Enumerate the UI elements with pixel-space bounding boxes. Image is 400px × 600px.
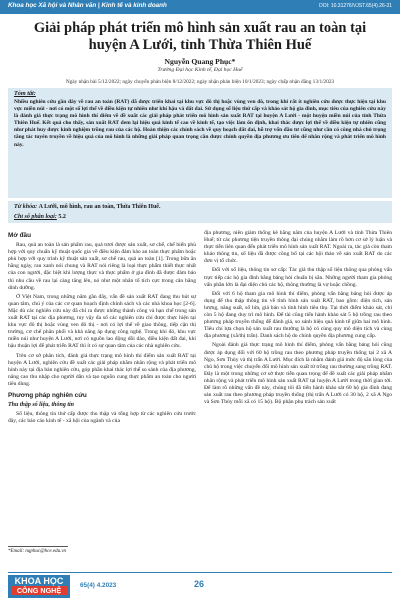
doi-label[interactable]: DOI: 10.31276/VJST.65(4).26-31: [319, 3, 392, 9]
keywords-value: A Lưới, mô hình, rau an toàn, Thừa Thiên Huế.: [38, 204, 161, 210]
section-heading-method: Phương pháp nghiên cứu: [8, 391, 87, 399]
keywords-label: Từ khóa:: [14, 204, 38, 210]
subsection-heading-data: Thu thập số liệu, thông tin: [8, 402, 75, 409]
author-affiliation: Trường Đại học Kinh tế, Đại học Huế: [157, 67, 243, 73]
paragraph: Ngoài đánh giá thực trạng mô hình thí điểm, phỏng vấn bằng bảng hỏi cũng được áp dụng đối với 60 hộ trồng rau theo phương pháp truyền thống tại 2 xã A Ngo, Sơn Thủy và thị trấn A Lưới. Mục đích là nhằm đánh giá mức độ sẵn lòng của chủ hộ trong việc chuyển đổi mô hình sản xuất từ trồng rau thường sang trồng RAT. Đây là một trong những cơ sở thực tiễn quan trọng để đề xuất các giải pháp nhằm nhân rộng và phát triển mô hình sản xuất RAT tại huyện A Lưới trong thời gian tới. Để làm rõ những vấn đề này, chúng tôi đã tiến hành khảo sát 60 hộ gia đình đang sản xuất rau theo phương pháp truyền thống (thị trấn A Lưới có 30 hộ, 2 xã A Ngo và Sơn Thủy mỗi xã có 15 hộ). Bộ phận phụ trách sản xuất: [204, 342, 392, 406]
classification-label: Chỉ số phân loại:: [14, 214, 57, 220]
footer-divider: [8, 572, 392, 573]
paragraph: địa phương, niên giám thống kê hằng năm của huyện A Lưới và tỉnh Thừa Thiên Huế; từ các phương tiện truyền thông đại chúng nhằm làm rõ hơn cơ sở lý luận và thực tiễn liên quan đến phát triển mô hình sản xuất RAT. Ngoài ra, tác giả còn tham khảo thông tin, số liệu đã được công bố tại các hội thảo về sản xuất RAT do các đơn vị tổ chức.: [204, 230, 392, 265]
classification-value: 5.2: [58, 214, 66, 220]
logo-line-1: KHOA HỌC: [14, 576, 64, 586]
paragraph: Đối với số liệu, thông tin sơ cấp: Tác giả thu thập số liệu thông qua phỏng vấn trực tiếp các hộ gia đình bằng bảng hỏi chuẩn bị sẵn. Những người tham gia phỏng vấn phần lớn là đại diện chủ các hộ, thông thường là vợ hoặc chồng.: [204, 267, 392, 288]
issue-number: 65(4) 4.2023: [80, 582, 117, 589]
submission-dates: Ngày nhận bài 5/12/2022; ngày chuyển phản biện 8/12/2022; ngày nhận phản biện 10/1/2023; ngày chấp nhận đăng 13/1/2023: [65, 79, 335, 85]
body-column-left: [8, 228, 196, 427]
journal-header-bar: [0, 0, 400, 14]
author-name: Nguyễn Quang Phục*: [164, 57, 236, 66]
paragraph: Ở Việt Nam, trong những năm gần đây, vấn đề sản xuất RAT đang thu hút sự quan tâm, chú ý của các cơ quan hoạch định chính sách và các nhà khoa học [2-6]. Mặc dù các nghiên cứu này đã chỉ ra được những thành công và hạn chế trong sản xuất RAT tại các địa phương, tuy vậy đa số các nghiên cứu chỉ được thực hiện tại khu vực đô thị hoặc vùng ven đô thị - nơi có lợi thế về giao thông, tiếp cận thị trường, cơ chế phân phối và khả năng áp dụng công nghệ. Trong khi đó, khu vực miền núi như huyện A Lưới, nơi có nguồn lao động dồi dào, điều kiện đất đai, khí hậu thuận lợi để phát triển RAT thì ít có sự quan tâm của các nhà nghiên cứu.: [8, 293, 196, 350]
footnote-divider: [8, 546, 68, 547]
section-heading-intro: Mở đầu: [8, 232, 32, 239]
author-email-footnote: *Email: nqphuc@hce.edu.vn: [8, 549, 67, 554]
paragraph: Trên cơ sở phân tích, đánh giá thực trạng mô hình thí điểm sản xuất RAT tại huyện A Lưới, nghiên cứu đề xuất các giải pháp nhằm nhân rộng và phát triển mô hình này tại địa bàn nghiên cứu, góp phần khai thác lợi thế so sánh của địa phương, nâng cao thu nhập cho người dân và tạo nguồn cung thực phẩm an toàn cho người tiêu dùng.: [8, 352, 196, 387]
abstract-label: Tóm tắt:: [14, 90, 36, 97]
paragraph: Rau, quả an toàn là sản phẩm rau, quả tươi được sản xuất, sơ chế, chế biến phù hợp với quy chuẩn kỹ thuật quốc gia về điều kiện đảm bảo an toàn thực phẩm hoặc phù hợp với quy trình kỹ thuật sản xuất, sơ chế rau, quả an toàn [1]. Trong bữa ăn hằng ngày, rau xanh nói chung và RAT nói riêng là loại thực phẩm thiết thực nhất của con người, đặc biệt khi lượng thực và thực phẩm ở gia đình đã được đảm bảo thì nhu cầu về rau lại càng tăng lên, nó như một nhân tố tích cực trong cân bằng dinh dưỡng.: [8, 242, 196, 291]
page-number: 26: [194, 579, 205, 589]
article-title: Giải pháp phát triển mô hình sản xuất rau an toàn tại huyện A Lưới, tỉnh Thừa Thiên Huế: [33, 20, 367, 53]
journal-section: Khoa học Xã hội và Nhân văn | Kinh tế và kinh doanh: [8, 2, 167, 9]
logo-line-2: CÔNG NGHỆ: [11, 586, 67, 595]
journal-logo: [8, 575, 70, 598]
paragraph: Số liệu, thông tin thứ cấp được thu thập và tổng hợp từ các nghiên cứu trước đây, các báo cáo kinh tế - xã hội của ngành và của: [8, 411, 196, 425]
abstract-box: [8, 88, 392, 198]
abstract-text: Nhiều nghiên cứu gần đây về rau an toàn (RAT) đã được triển khai tại khu vực đô thị hoặc vùng ven đô, trong khi rất ít nghiên cứu được thực hiện tại khu vực miền núi - nơi có một số lợi thế về điều kiện tự nhiên như khí hậu và đất đai. Sử dụng số liệu thứ cấp và khảo sát hộ gia đình, mục tiêu của nghiên cứu này là đánh giá thực trạng mô hình thí điểm về đề xuất các giải pháp phát triển mô hình sản xuất RAT tại huyện A Lưới - một huyện miền núi của tỉnh Thừa Thiên Huế. Kết quả cho thấy, sản xuất RAT đem lại hiệu quả kinh tế cao về kinh tế, tạo việc làm ổn định, khai thác được lợi thế về điều kiện tự nhiên cũng như phát huy được kinh nghiệm trồng rau của các hộ. Hoàn thiện các chính sách về quy hoạch đất đai, hỗ trợ vốn đầu tư cũng như cần có công nhà chủ trọng tăng tác tuyên truyền về hiệu quả của mô hình là những giải pháp quan trọng cần được chính quyền địa phương ưu tiên để nhân rộng và phát triển mô hình này.: [14, 99, 386, 148]
paragraph: Đối với 6 hộ tham gia mô hình thí điểm, phỏng vấn bằng bảng hỏi được áp dụng để thu thập thông tin về tình hình sản xuất RAT, bao gồm: diện tích, sản lượng, năng suất, số lứa, giá bán và tình hình tiêu thụ. Tại thời điểm khảo sát, chỉ còn 5 hộ đang duy trì mô hình. Để tài cũng tiến hành khảo sát 5 hộ trồng rau theo phương pháp truyền thống để đánh giá, so sánh hiệu quả kinh tế giữa hai mô hình. Tiêu chí lựa chọn hộ sản xuất rau thường là hộ có cùng quy mô diện tích và cùng địa phương (xã/thị trấn). Danh sách hộ do chính quyền địa phương cung cấp.: [204, 290, 392, 340]
body-column-right: [204, 230, 392, 408]
keywords-box: [8, 201, 392, 223]
